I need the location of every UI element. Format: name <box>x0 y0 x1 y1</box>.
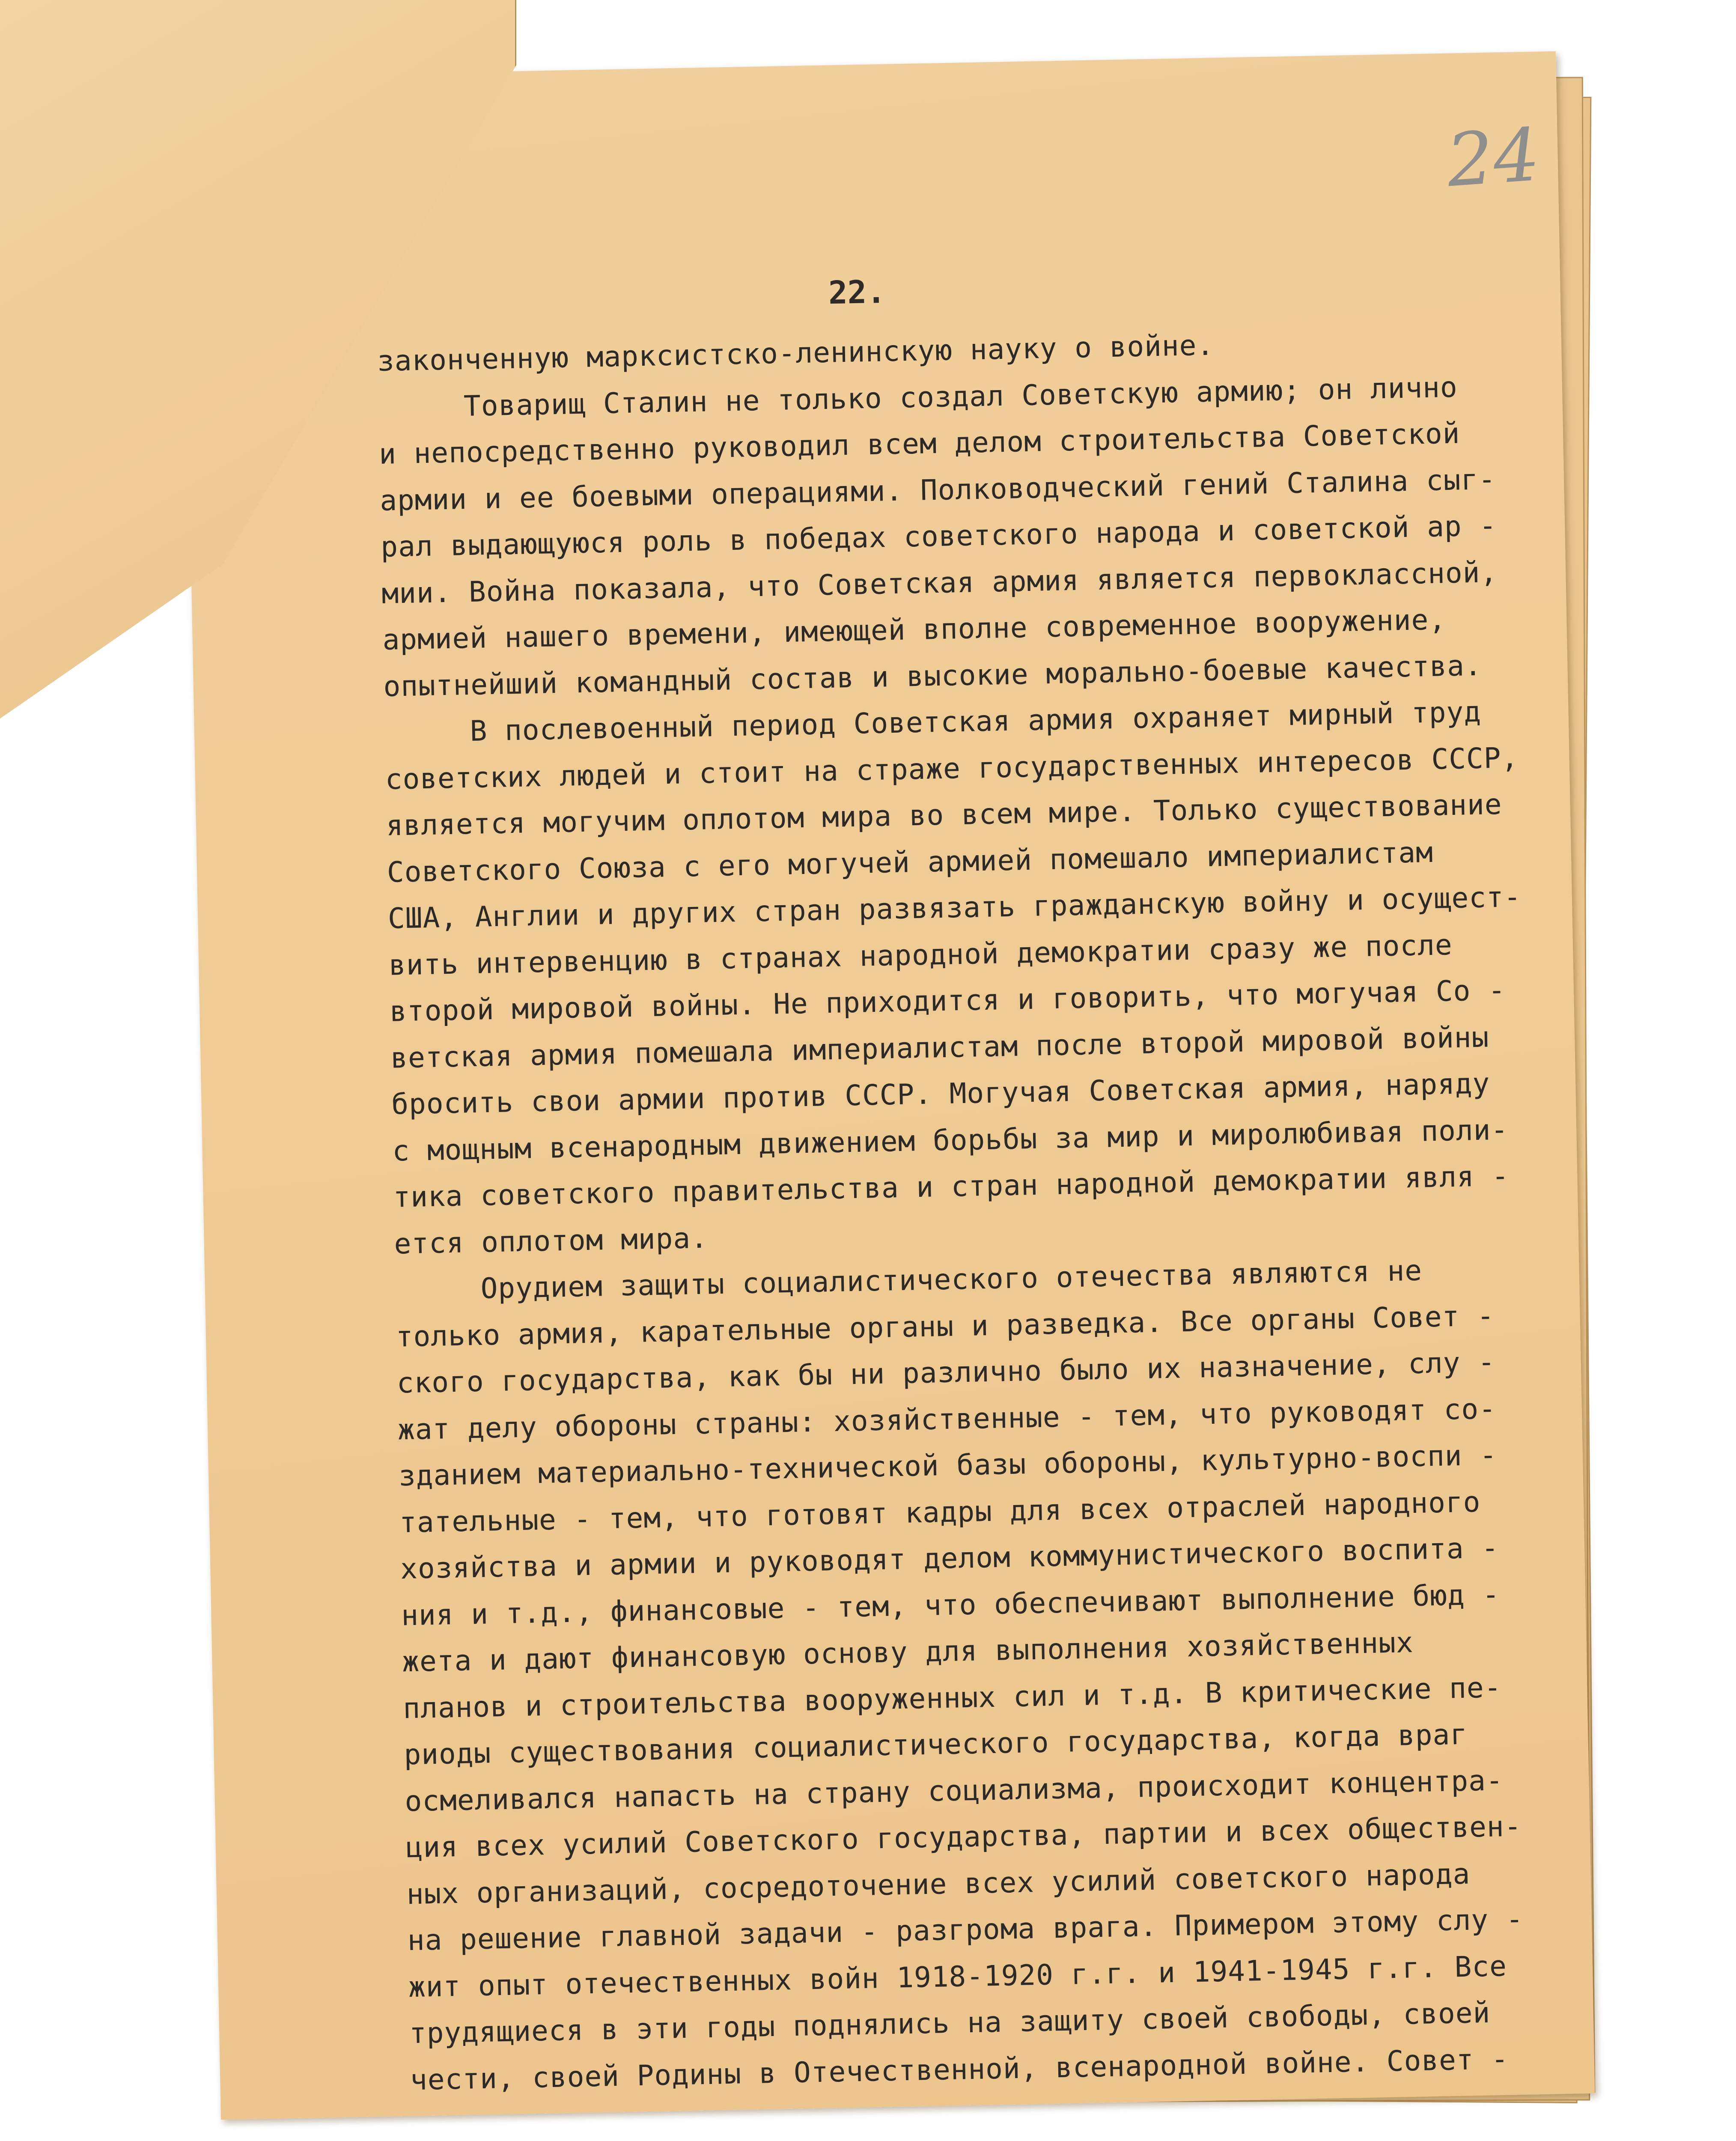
archive-folio-number: 24 <box>1444 112 1542 204</box>
text-line: армии и ее боевыми операциями. Полководческий гений Сталина сыг- <box>379 462 1496 517</box>
text-line: мии. Война показала, что Советская армия является первоклассной, <box>381 555 1498 610</box>
text-line: бросить свои армии против СССР. Могучая Советская армия, наряду <box>391 1067 1490 1121</box>
text-line: США, Англии и других стран развязать гражданскую войну и осущест- <box>387 880 1522 935</box>
text-line: советских людей и стоит на страже государственных интересов СССР, <box>385 741 1519 796</box>
text-line: Товарищ Сталин не только создал Советскую армию; он лично <box>463 370 1458 423</box>
text-line: и непосредственно руководил всем делом строительства Советской <box>378 417 1461 471</box>
text-line: вить интервенцию в странах народной демократии сразу же после <box>388 928 1453 982</box>
text-line: является могучим оплотом мира во всем мире. Только существование <box>386 787 1503 842</box>
text-line: жат делу обороны страны: хозяйственные - тем, что руководят со- <box>397 1392 1497 1446</box>
text-line: с мощным всенародным движением борьбы за мир и миролюбивая поли- <box>392 1113 1509 1168</box>
text-line: жит опыт отечественных войн 1918-1920 г.г. и 1941-1945 г.г. Все <box>408 1949 1507 2004</box>
text-line: только армия, карательные органы и разведка. Все органы Совет - <box>396 1299 1495 1354</box>
text-line: планов и строительства вооруженных сил и т.д. В критические пе- <box>402 1670 1502 1725</box>
text-line: опытнейший командный состав и высокие морально-боевые качества. <box>383 649 1483 703</box>
text-line: риоды существования социалистического государства, когда враг <box>403 1718 1468 1771</box>
text-line: жета и дают финансовую основу для выполнения хозяйственных <box>402 1626 1414 1679</box>
text-line: ветская армия помешала империалистам после второй мировой войны <box>390 1020 1489 1075</box>
text-line: тика советского правительства и стран народной демократии явля - <box>393 1159 1510 1214</box>
text-line: Орудием защиты социалистического отечества являются не <box>480 1254 1423 1305</box>
text-line: ных организаций, сосредоточение всех усилий советского народа <box>406 1857 1471 1911</box>
text-line: ция всех усилий Советского государства, партии и всех обществен- <box>405 1810 1522 1864</box>
text-line: на решение главной задачи - разгрома врага. Примером этому слу - <box>407 1902 1524 1957</box>
text-line: армией нашего времени, имеющей вполне современное вооружение, <box>382 603 1447 656</box>
text-line: В послевоенный период Советская армия охраняет мирный труд <box>469 695 1482 748</box>
text-line: чести, своей Родины в Отечественной, всенародной войне. Совет - <box>410 2042 1509 2096</box>
text-line: ется оплотом мира. <box>393 1221 709 1261</box>
text-line: осмеливался напасть на страну социализма, происходит концентра- <box>404 1763 1504 1818</box>
text-line: второй мировой войны. Не приходится и говорить, что могучая Со - <box>389 973 1506 1028</box>
text-line: зданием материально-технической базы обороны, культурно-воспи - <box>398 1438 1498 1493</box>
typewritten-body-text <box>377 316 1592 2103</box>
text-line: законченную марксистско-ленинскую науку о войне. <box>377 328 1215 378</box>
text-line: хозяйства и армии и руководят делом коммунистического воспита - <box>400 1531 1499 1586</box>
text-line: рал выдающуюся роль в победах советского народа и советской ар - <box>380 509 1497 564</box>
page-number: 22. <box>828 273 886 312</box>
text-line: Советского Союза с его могучей армией помешало империалистам <box>387 835 1434 889</box>
text-line: тательные - тем, что готовят кадры для всех отраслей народного <box>399 1485 1481 1539</box>
text-line: трудящиеся в эти годы поднялись на защиту своей свободы, своей <box>409 1996 1491 2050</box>
text-line: ского государства, как бы ни различно было их назначение, слу - <box>396 1345 1496 1400</box>
text-line: ния и т.д., финансовые - тем, что обеспечивают выполнение бюд - <box>401 1577 1500 1632</box>
